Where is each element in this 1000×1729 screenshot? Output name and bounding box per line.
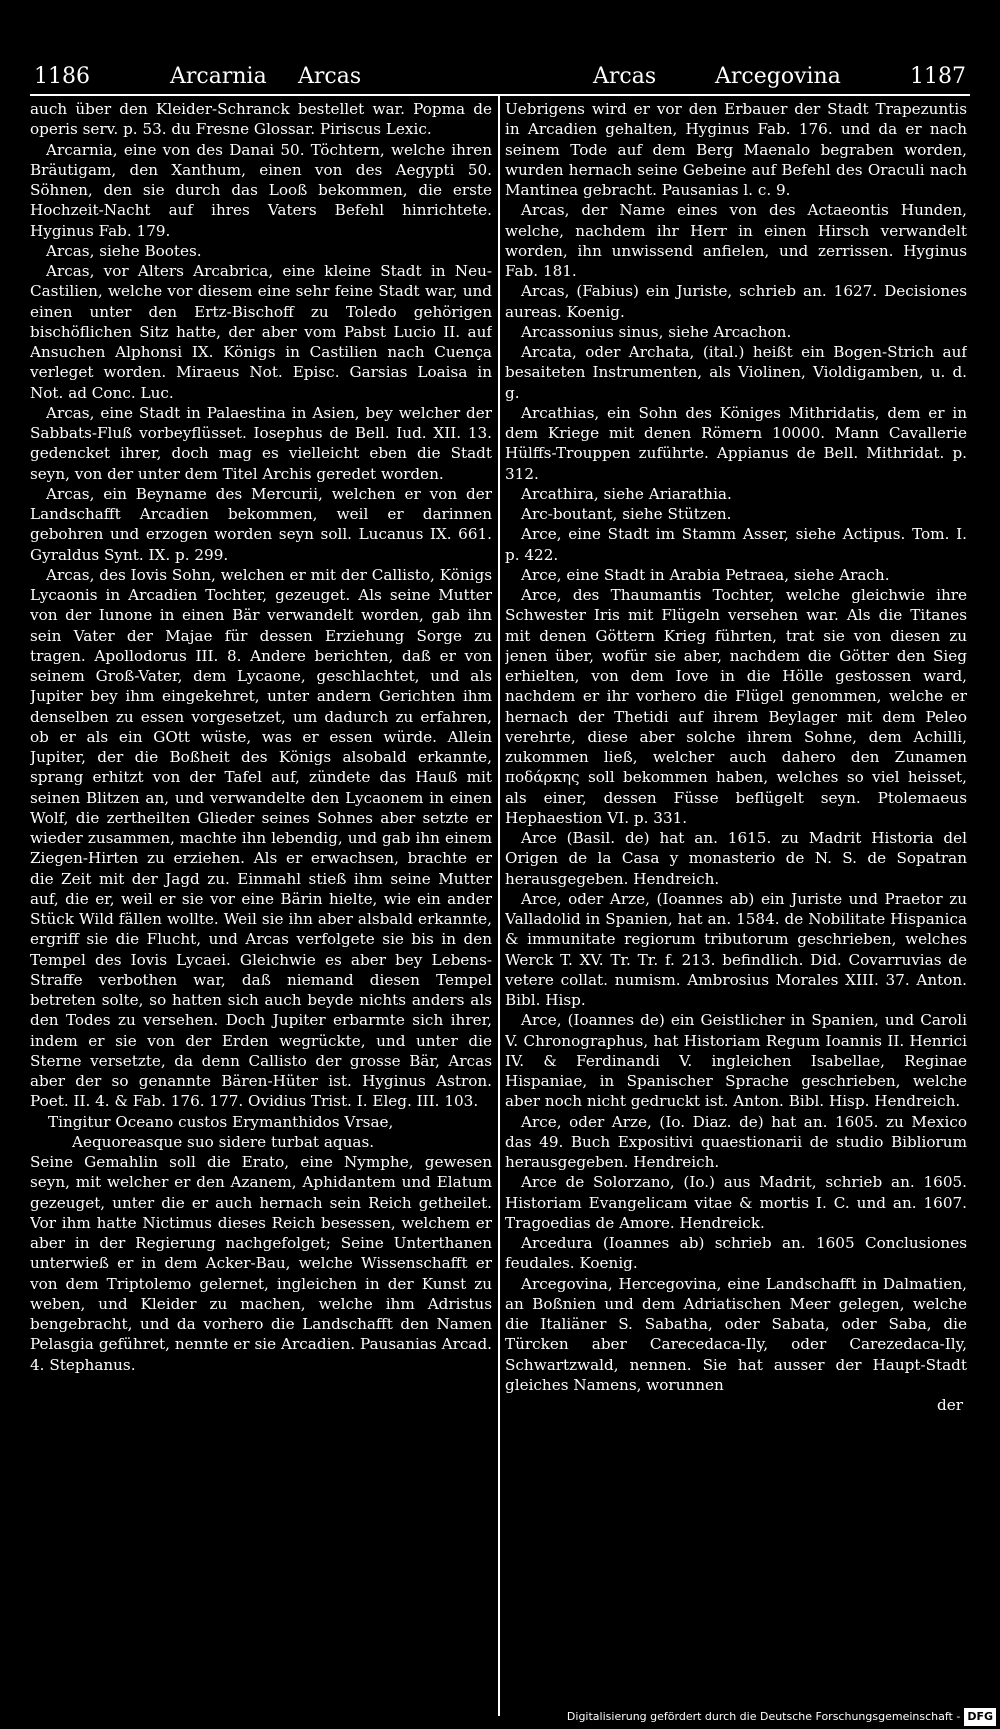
page-number-right: 1187: [910, 64, 966, 89]
verse-line-2: Aequoreasque suo sidere turbat aquas.: [72, 1132, 375, 1151]
running-head-3: Arcas: [593, 64, 657, 89]
catchword: der: [937, 1396, 963, 1414]
entry-arce-arabia: Arce, eine Stadt in Arabia Petraea, siehe Arach.: [521, 565, 890, 584]
right-column: [505, 99, 967, 1724]
entry-arcassonius: Arcassonius sinus, siehe Arcachon.: [521, 322, 792, 341]
digitization-footer: [567, 1708, 996, 1726]
entry-arc-boutant: Arc-boutant, siehe Stützen.: [521, 505, 732, 523]
entry-arcas-palaestina: Arcas, eine Stadt in Palaestina in Asien, bey welcher der Sabbats-Fluß vorbeyflüsset. Iosephus de Bell. Iud. XII. 13. gedencket ihrer, doch mag es vielleicht eben die Stadt seyn, von der unter dem Titel Archis geredet worden.: [30, 403, 492, 483]
entry-arce-basil: Arce (Basil. de) hat an. 1615. zu Madrit Historia del Origen de la Casa y monasterio de N. S. de Sopatran herausgegeben. Hendreich.: [505, 829, 967, 888]
entry-arcathira: Arcathira, siehe Ariarathia.: [521, 484, 732, 503]
entry-arcas-fabius: Arcas, (Fabius) ein Juriste, schrieb an. 1627. Decisiones aureas. Koenig.: [505, 282, 967, 321]
entry-arce-thaumantis: Arce, des Thaumantis Tochter, welche gleichwie ihre Schwester Iris mit Flügeln versehen war. Als die Titanes mit denen Göttern Krieg führten, trat sie von diesen zu jenen über, wofür sie aber, nachdem die Götter den Sieg erhielten, von dem Iove in die Hölle gestossen ward, nachdem er ihr vorhero die Flügel genommen, welche er hernach der Thetidi auf ihrem Beylager mit dem Peleo verehrte, diese aber solche ihrem Sohne, dem Achilli, zukommen ließ, welcher auch dahero den Zunamen ποδάρκης soll bekommen haben, welches so viel heisset, als einer, dessen Füsse beflügelt seyn. Ptolemaeus Hephaestion VI. p. 331.: [505, 586, 967, 827]
entry-arcathias: Arcathias, ein Sohn des Königes Mithridatis, dem er in dem Kriege mit denen Römern 10000. Mann Cavallerie Hülffs-Trouppen zuführte. Appianus de Bell. Mithridat. p. 312.: [505, 403, 967, 483]
entry-arcata: Arcata, oder Archata, (ital.) heißt ein Bogen-Strich auf besaiteten Instrumenten, als Violinen, Violdigamben, u. d. g.: [505, 343, 967, 402]
entry-arcas-iovis: Arcas, des Iovis Sohn, welchen er mit der Callisto, Königs Lycaonis in Arcadien Tochter, gezeuget. Als seine Mutter von der Iunone in einen Bär verwandelt worden, gab ihn sein Vater der Majae für dessen Erziehung Sorge zu tragen. Apollodorus III. 8. Andere berichten, daß er von seinem Groß-Vater, dem Lycaone, geschlachtet, und als Jupiter bey ihm eingekehret, unter andern Gerichten ihm denselben zu essen vorgesetzet, um dadurch zu erfahren, ob er als ein GOtt wüste, was er essen würde. Allein Jupiter, der die Boßheit des Königs alsobald erkannte, sprang erhitzt von der Tafel auf, zündete das Hauß mit seinen Blitzen an, und verwandelte den Lycaonem in einen Wolf, die zertheilten Glieder seines Sohnes aber setzte er wieder zusammen, machte ihn lebendig, und gab ihn einem Ziegen-Hirten zu erziehen. Als er erwachsen, brachte er die Zeit mit der Jagd zu. Einmahl stieß ihm seine Mutter auf, die er, weil er sie vor eine Bärin hielte, wie ein ander Stück Wild fällen wollte. Weil sie ihn aber alsbald erkannte, ergriff sie die Flucht, und Arcas verfolgete sie bis in den Tempel des Iovis Lycaei. Gleichwie es aber bey Lebens-Straffe verbothen war, daß niemand diesen Tempel betreten solte, so hatten sich auch beyde nichts anders als den Todes zu versehen. Doch Jupiter erbarmte sich ihrer, indem er sie von der Erden wegrückte, und unter die Sterne versetzte, da denn Callisto der grosse Bär, Arcas aber der so genannte Bären-Hüter ist. Hyginus Astron. Poet. II. 4. & Fab. 176. 177. Ovidius Trist. I. Eleg. III. 103.: [30, 565, 492, 1111]
footer-text: Digitalisierung gefördert durch die Deutsche Forschungsgemeinschaft -: [566, 1710, 961, 1723]
entry-arcas-castilien: Arcas, vor Alters Arcabrica, eine kleine Stadt in Neu-Castilien, welche vor diesem eine sehr feine Stadt war, und einen unter den Ertz-Bischoff zu Toledo gehörigen bischöflichen Sitz hatte, der aber vom Pabst Lucio II. auf Ansuchen Alphonsi IX. Königs in Castilien nach Cuença verleget worden. Miraeus Not. Episc. Garsias Loaisa in Not. ad Conc. Luc.: [30, 262, 492, 402]
entry-arcedura: Arcedura (Ioannes ab) schrieb an. 1605 Conclusiones feudales. Koenig.: [505, 1234, 967, 1273]
entry-arcas-hund: Arcas, der Name eines von des Actaeontis Hunden, welche, nachdem ihr Herr in einen Hirsch verwandelt worden, ihn unwissend anfielen, und zerrissen. Hyginus Fab. 181.: [505, 201, 967, 280]
entry-arce-arze-diaz: Arce, oder Arze, (Io. Diaz. de) hat an. 1605. zu Mexico das 49. Buch Expositivi quaestionarii de studio Bibliorum herausgegeben. Hendreich.: [505, 1112, 967, 1171]
entry-arce-arze-ioannes: Arce, oder Arze, (Ioannes ab) ein Juriste und Praetor zu Valladolid in Spanien, hat an. 1584. de Nobilitate Hispanica & immunitate regiorum tributorum geschrieben, welches Werck T. XV. Tr. Tr. f. 213. befindlich. Did. Covarruvias de vetere collat. numism. Ambrosius Morales XIII. 37. Anton. Bibl. Hisp.: [505, 889, 967, 1009]
entry-arcas-bootes: Arcas, siehe Bootes.: [46, 241, 202, 260]
dfg-logo: DFG: [964, 1708, 996, 1726]
left-column: [30, 99, 492, 1724]
entry-arcegovina: Arcegovina, Hercegovina, eine Landschafft in Dalmatien, an Boßnien und dem Adriatischen Meer gelegen, welche die Italiäner S. Sabatha, oder Sabata, oder Saba, die Türcken aber Carecedaca-Ily, oder Carezedaca-Ily, Schwartzwald, nennen. Sie hat ausser der Haupt-Stadt gleiches Namens, worunnen: [505, 1274, 967, 1394]
entry-arce-solorzano: Arce de Solorzano, (Io.) aus Madrit, schrieb an. 1605. Historiam Evangelicam vitae & mortis I. C. und an. 1607. Tragoedias de Amore. Hendreick.: [505, 1173, 967, 1232]
column-divider: [498, 96, 500, 1716]
verse-line-1: Tingitur Oceano custos Erymanthidos Vrsae,: [48, 1112, 394, 1131]
entry-arcas-mercurius: Arcas, ein Beyname des Mercurii, welchen er von der Landschafft Arcadien bekommen, weil er darinnen gebohren und erzogen worden seyn soll. Lucanus IX. 661. Gyraldus Synt. IX. p. 299.: [30, 484, 492, 564]
entry-arce-ioannes-de: Arce, (Ioannes de) ein Geistlicher in Spanien, und Caroli V. Chronographus, hat Historiam Regum Ioannis II. Henrici IV. & Ferdinandi V. ingleichen Isabellae, Reginae Hispaniae, in Spanischer Sprache geschrieben, welche aber noch nicht gedruckt ist. Anton. Bibl. Hisp. Hendreich.: [505, 1011, 967, 1111]
entry-arcarnia: Arcarnia, eine von des Danai 50. Töchtern, welche ihren Bräutigam, den Xanthum, einen von des Aegypti 50. Söhnen, den sie durch das Looß bekommen, die erste Hochzeit-Nacht auf ihres Vaters Befehl hinrichtete. Hyginus Fab. 179.: [30, 140, 492, 240]
page-header: [30, 60, 970, 94]
page-number-left: 1186: [34, 64, 90, 89]
running-head-4: Arcegovina: [715, 64, 841, 89]
header-rule: [30, 94, 970, 96]
entry-arce-asser: Arce, eine Stadt im Stamm Asser, siehe Actipus. Tom. I. p. 422.: [505, 525, 967, 564]
running-head-2: Arcas: [298, 64, 362, 89]
entry-text: Uebrigens wird er vor den Erbauer der Stadt Trapezuntis in Arcadien gehalten, Hyginus Fab. 176. und da er nach seinem Tode auf dem Berg Maenalo begraben worden, wurden hernach seine Gebeine auf Befehl des Oraculi nach Mantinea gebracht. Pausanias l. c. 9.: [505, 100, 967, 199]
entry-text: auch über den Kleider-Schranck bestellet war. Popma de operis serv. p. 53. du Fresne Glossar. Piriscus Lexic.: [30, 100, 492, 139]
running-head-1: Arcarnia: [170, 64, 267, 89]
entry-arcas-continued: Seine Gemahlin soll die Erato, eine Nymphe, gewesen seyn, mit welcher er den Azanem, Aphidantem und Elatum gezeuget, unter die er auch hernach sein Reich getheilet. Vor ihm hatte Nictimus dieses Reich besessen, welchem er aber in der Regierung nachgefolget; Seine Unterthanen unterwieß er in dem Acker-Bau, welche Wissenschafft er von dem Triptolemo gelernet, ingleichen in der Kunst zu weben, und Kleider zu machen, welche ihm Adristus bengebracht, und da vorhero die Landschafft den Namen Pelasgia geführet, nennte er sie Arcadien. Pausanias Arcad. 4. Stephanus.: [30, 1153, 492, 1374]
